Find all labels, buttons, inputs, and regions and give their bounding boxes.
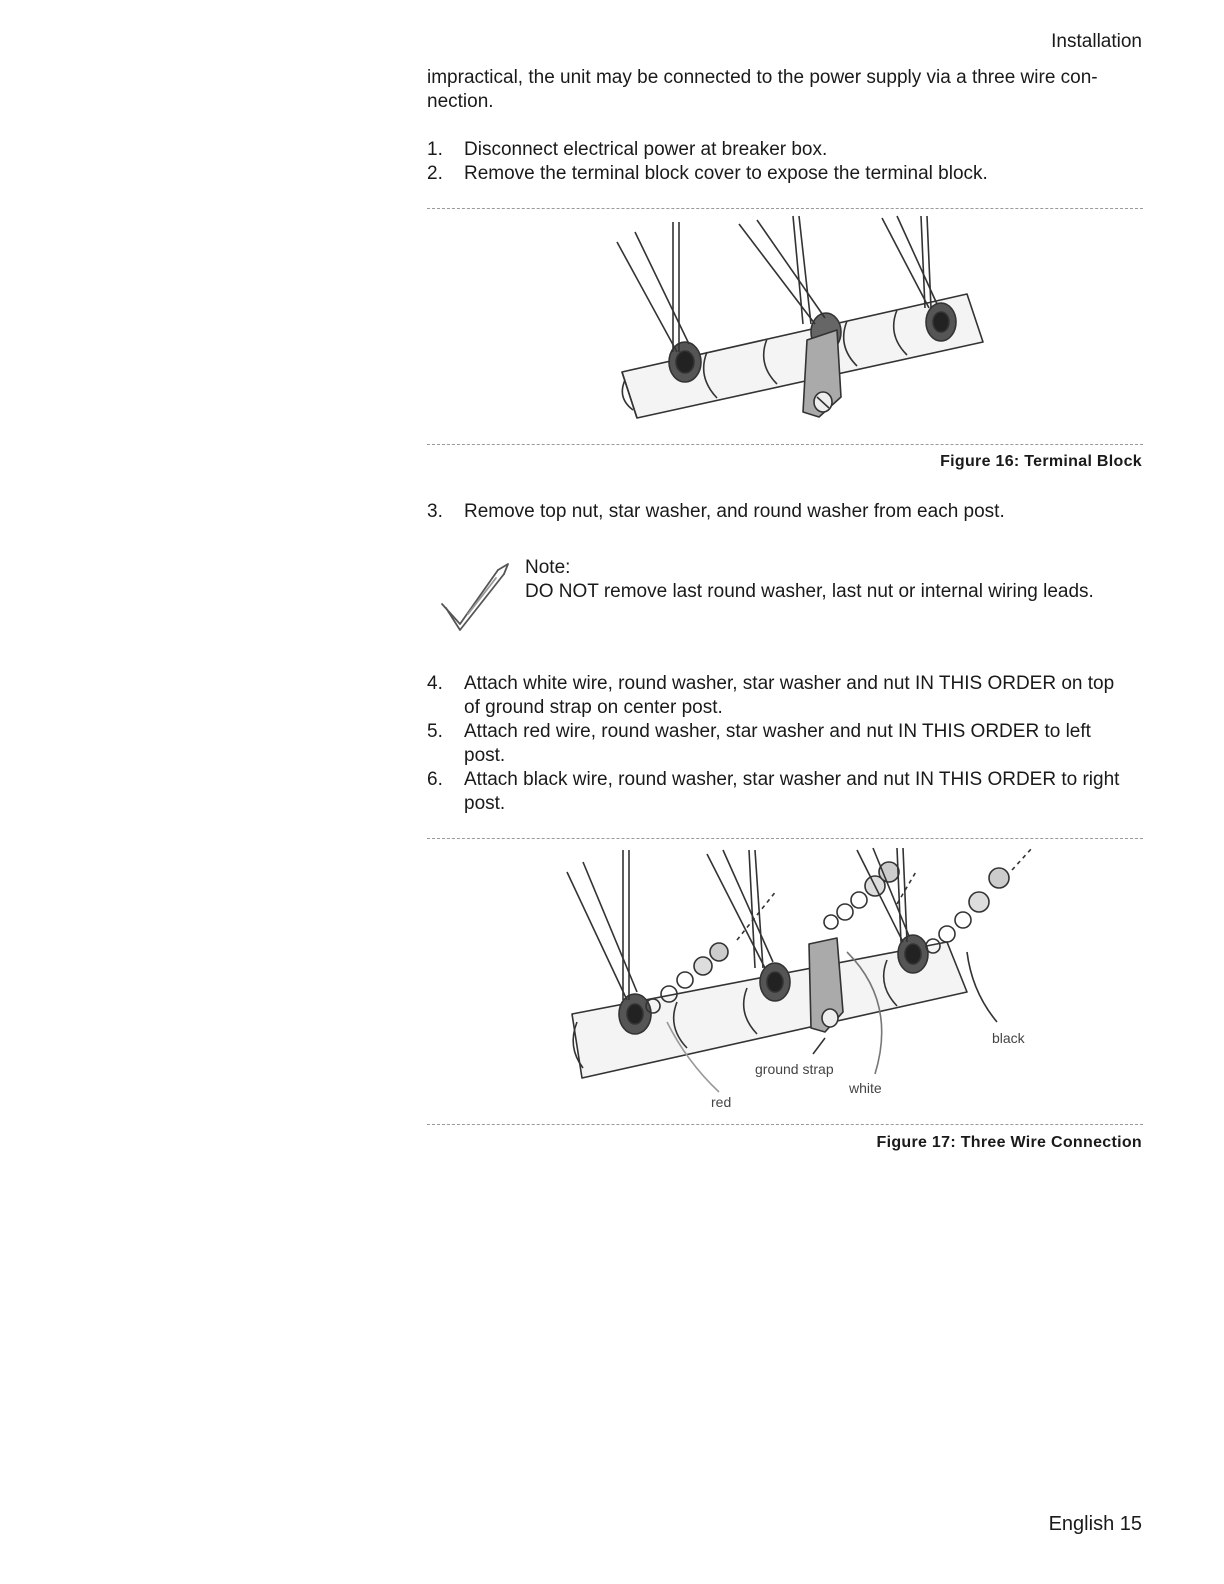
label-red: red: [711, 1094, 732, 1110]
figure17-three-wire-illustration: [427, 842, 1143, 1122]
figure17-top-rule: [427, 838, 1143, 839]
label-black: black: [992, 1030, 1025, 1046]
step-text-line: Attach black wire, round washer, star washer and nut IN THIS ORDER to right: [464, 769, 1120, 790]
step-number: 2.: [427, 163, 443, 184]
figure16-top-rule: [427, 208, 1143, 209]
figure17-bottom-rule: [427, 1124, 1143, 1125]
note-body: DO NOT remove last round washer, last nut or internal wiring leads.: [525, 581, 1094, 602]
figure17-caption: Figure 17: Three Wire Connection: [876, 1134, 1142, 1151]
step-number: 3.: [427, 501, 443, 522]
step-text-line: of ground strap on center post.: [464, 697, 723, 718]
section-header: Installation: [1051, 31, 1142, 52]
page-footer: English 15: [1048, 1513, 1142, 1535]
step-text: [464, 720, 1144, 768]
label-ground-strap: ground strap: [755, 1061, 834, 1077]
note-title: Note:: [525, 557, 571, 578]
step-text-line: post.: [464, 745, 506, 766]
step-number: 6.: [427, 769, 443, 790]
figure16-terminal-block-illustration: [427, 212, 1143, 442]
step-text: [464, 672, 1144, 720]
step-text: Remove the terminal block cover to expose the terminal block.: [464, 163, 988, 184]
step-text: Disconnect electrical power at breaker box.: [464, 139, 828, 160]
step-number: 1.: [427, 139, 443, 160]
step-text-line: Attach red wire, round washer, star washer and nut IN THIS ORDER to left: [464, 721, 1091, 742]
step-text: [464, 768, 1144, 816]
step-text-line: Attach white wire, round washer, star washer and nut IN THIS ORDER on top: [464, 673, 1115, 694]
step-number: 5.: [427, 721, 443, 742]
figure16-bottom-rule: [427, 444, 1143, 445]
step-number: 4.: [427, 673, 443, 694]
checkmark-pencil-icon: [438, 560, 518, 634]
label-white: white: [849, 1080, 882, 1096]
step-text: Remove top nut, star washer, and round washer from each post.: [464, 501, 1005, 522]
intro-line-1: impractical, the unit may be connected to the power supply via a three wire con-: [427, 67, 1098, 88]
intro-line-2: nection.: [427, 91, 494, 112]
intro-paragraph: [427, 66, 1147, 114]
step-text-line: post.: [464, 793, 506, 814]
figure16-caption: Figure 16: Terminal Block: [940, 453, 1142, 470]
